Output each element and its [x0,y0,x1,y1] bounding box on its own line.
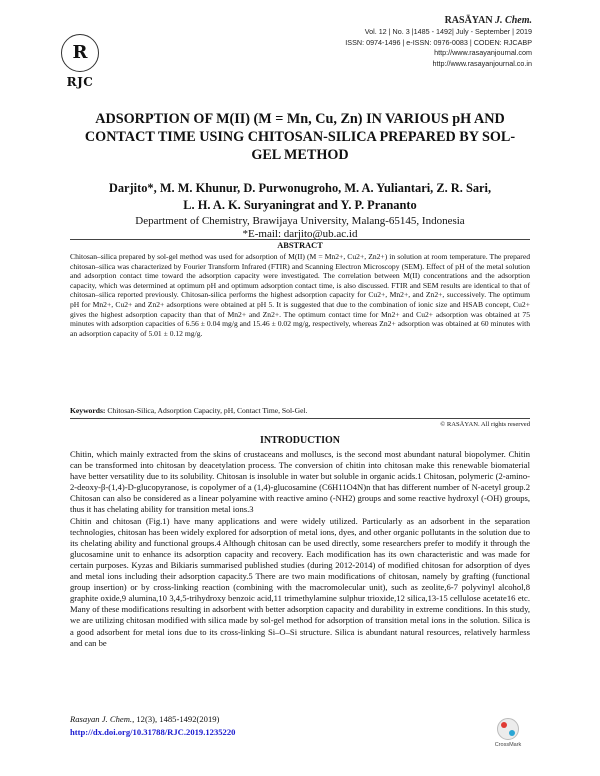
intro-paragraph-1: Chitin, which mainly extracted from the skins of crustaceans and molluscs, is the second most abundant natural biopolymer. Chitin can be transformed into chitosan by deacetylation process. The conversion of chitin into chitosan make this renewable biomaterial have better versatility due to its solubility. Chitosan is insoluble in water but soluble in organic acids.1 Chitosan, polymeric (2-amino-2-deoxy-β-(1,4)-D-glucopyranose, is copolymer of a (1,4)-glucosamine (C6H11O4N)n that has different number of N-acetyl group.2 Chitosan can also be considered as a linear polyamine with reactive amino (-NH2) groups and some reactive hydroxyl (-OH) groups, thus it has chelating ability for transition metal ions.3 [70,449,530,515]
issn-line: ISSN: 0974-1496 | e-ISSN: 0976-0083 | CODEN: RJCABP [345,37,532,47]
affiliation-block [70,215,530,241]
journal-logo [60,34,100,89]
citation-journal: Rasayan J. Chem. [70,714,133,724]
crossmark-label: CrossMark [494,742,522,748]
abstract-text: Chitosan–silica prepared by sol-gel method was used for adsorption of M(II) (M = Mn2+, Cu2+, Zn2+) in solution at room temperature. The prepared chitosan–silica was characterized by Fourier Transform Infrared (FTIR) and Scanning Electron Microscopy (SEM). Effect of pH of the metal solution and adsorption contact time toward the adsorption capacity were investigated. The correlation between M(II) concentrations and the adsorption capacity, which was determined at optimum pH and optimum adsorption contact time, is also discussed. FTIR and SEM results are identical to that of chitosan–silica reported previously. Chitosan-silica performs the highest adsorption capacity for Cu2+, Mn2+, and Zn2+, successively. The optimum pH for Mn2+, Cu2+ and Zn2+ adsorptions were obtained at pH 5. It is suggested that due to the combination of ionic size and HSAB concept, Cu2+ gives the highest adsorption capacity than that of Mn2+ and Zn2+. The optimum contact time for Mn2+ and Cu2+ adsorption was obtained at 75 minutes with adsorption capacities of 6.56 ± 0.04 mg/g and 15.46 ± 0.02 mg/g, respectively, whereas Zn2+ adsorption was obtained at 60 minutes with an adsorption capacity of 5.01 ± 0.12 mg/g. [70,252,530,338]
keywords-line [70,406,530,415]
journal-title-main: RASĀYAN [444,15,493,26]
introduction-body [70,449,530,649]
journal-url-2[interactable]: http://www.rasayanjournal.co.in [432,58,532,68]
abstract-top-rule [70,239,530,240]
journal-title-sub: J. Chem. [495,15,532,26]
introduction-heading: INTRODUCTION [259,435,340,446]
logo-text: RJC [66,75,94,89]
corresponding-email: *E-mail: darjito@ub.ac.id [242,228,358,240]
citation-details: , 12(3), 1485-1492(2019) [132,714,220,724]
author-list [70,180,530,214]
keywords-value: Chitosan-Silica, Adsorption Capacity, pH, Contact Time, Sol-Gel. [107,406,308,415]
abstract-bottom-rule [70,418,530,419]
journal-url-1[interactable]: http://www.rasayanjournal.com [434,48,532,58]
authors-line-1: Darjito*, M. M. Khunur, D. Purwonugroho, M. A. Yuliantari, Z. R. Sari, [108,181,492,195]
citation-line [70,714,219,724]
doi-link[interactable]: http://dx.doi.org/10.31788/RJC.2019.1235220 [70,727,236,737]
crossmark-badge[interactable] [486,718,530,748]
article-title: ADSORPTION OF M(II) (M = Mn, Cu, Zn) IN VARIOUS pH AND CONTACT TIME USING CHITOSAN-SILICA PREPARED BY SOL-GEL METHOD [84,111,516,163]
volume-line: Vol. 12 | No. 3 |1485 - 1492| July - September | 2019 [364,27,532,36]
crossmark-icon [497,718,519,740]
logo-emblem: R [61,34,99,72]
abstract-heading: ABSTRACT [277,241,323,250]
intro-paragraph-2: Chitin and chitosan (Fig.1) have many applications and were widely utilized. Particularly as an adsorbent in the separation technologies, chitosan has been widely explored for adsorption of metal ions, dyes, and other organic pollutants in the solution due to its chelating ability and functional groups.4 Although chitosan can be used directly, some researchers prefer to modify it through the glucosamine unit to enhance its adsorption capacity and recovery. Each modification has its own characteristic and was made for certain purposes. Kyzas and Bikiaris summarised published studies (during 2012-2014) of modified chitosan for adsorption of dyes and metal ions including their adsorption capacity.5 There are two main modifications of chitosan, namely by grafting (functional group insertion) or by cross-linking reaction (combining with the macromolecular unit), such as zeolite,6-7 polyvinyl alcohol,8 graphite oxide,9 alumina,10 3,4,5-trihydroxy benzoic acid,11 trimethylamine sulphur trioxide,12 silica,13-15 cellulose acetate16 etc. Many of these modifications resulting in adsorbent with better adsorption capacity and durability in extreme conditions. In this study, we are utilizing chitosan modified with silica made by sol-gel method for adsorption of transition metal ions in the solution. Silica is a good adsorbent for metal ions due to its cross-linking Si–O–Si structure. Silica is abundant natural resources, relatively harmless and can be [70,515,530,648]
copyright-notice: © RASĀYAN. All rights reserved [440,421,530,428]
keywords-label: Keywords: [70,406,106,415]
journal-info [345,14,532,69]
authors-line-2: L. H. A. K. Suryaningrat and Y. P. Prananto [183,198,417,212]
journal-title [345,14,532,27]
affiliation: Department of Chemistry, Brawijaya University, Malang-65145, Indonesia [135,215,465,227]
